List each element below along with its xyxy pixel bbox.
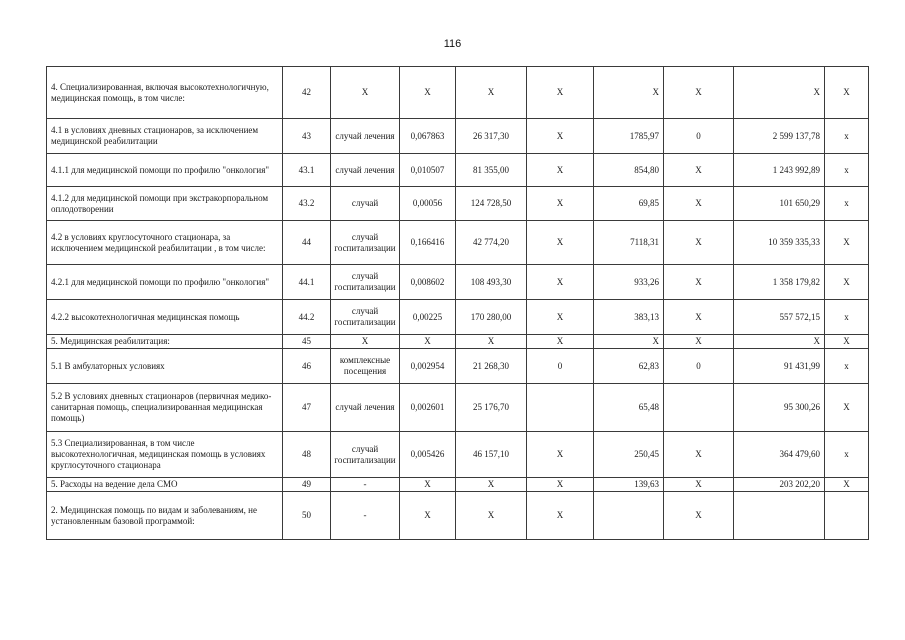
cell-col9: x [825,349,869,384]
table-row [47,384,869,432]
cell-name: 4. Специализированная, включая высокотехнологичную, медицинская помощь, в том числе: [47,67,283,119]
cell-col5: X [527,265,594,300]
cell-col8 [734,492,825,540]
cell-col7: X [664,492,734,540]
cell-col5: X [527,67,594,119]
cell-col6: X [594,335,664,349]
cell-col7: 0 [664,349,734,384]
cell-unit: случай госпитализации [331,265,400,300]
cell-col5: X [527,492,594,540]
cell-cost: 46 157,10 [456,432,527,478]
cell-cost: 21 268,30 [456,349,527,384]
table-body [47,67,869,540]
cell-row-code: 43.2 [283,187,331,221]
cell-cost: 26 317,30 [456,119,527,154]
cell-unit: случай госпитализации [331,221,400,265]
cell-norm: 0,00225 [400,300,456,335]
cell-col7: X [664,335,734,349]
cell-col6: 69,85 [594,187,664,221]
cell-col6: X [594,67,664,119]
cell-name: 4.1.1 для медицинской помощи по профилю "онкология" [47,154,283,187]
cell-col9: X [825,335,869,349]
cell-col8: 1 243 992,89 [734,154,825,187]
cell-col8: 101 650,29 [734,187,825,221]
cell-norm: 0,008602 [400,265,456,300]
cell-name: 4.1 в условиях дневных стационаров, за исключением медицинской реабилитации [47,119,283,154]
cell-norm: 0,002601 [400,384,456,432]
cell-unit: - [331,478,400,492]
cell-col8: 364 479,60 [734,432,825,478]
cell-cost: X [456,478,527,492]
cell-col6: 139,63 [594,478,664,492]
table-row [47,119,869,154]
cell-col6: 62,83 [594,349,664,384]
cell-col7: X [664,478,734,492]
cell-col8: 10 359 335,33 [734,221,825,265]
page-number: 116 [443,38,462,50]
cell-row-code: 42 [283,67,331,119]
cell-col8: 91 431,99 [734,349,825,384]
table-row [47,265,869,300]
cell-name: 5. Медицинская реабилитация: [47,335,283,349]
cell-col9: X [825,67,869,119]
cell-row-code: 43 [283,119,331,154]
cell-unit: комплексные посещения [331,349,400,384]
cell-col7: X [664,187,734,221]
cell-col5: X [527,300,594,335]
cell-col9: X [825,478,869,492]
cell-cost: X [456,492,527,540]
cell-cost: 25 176,70 [456,384,527,432]
table-row [47,432,869,478]
cell-cost: 42 774,20 [456,221,527,265]
cell-unit: случай госпитализации [331,432,400,478]
cell-col6: 7118,31 [594,221,664,265]
cell-col6: 65,48 [594,384,664,432]
cell-row-code: 48 [283,432,331,478]
cell-col9: X [825,265,869,300]
table-row [47,300,869,335]
cell-col5: X [527,187,594,221]
cell-row-code: 45 [283,335,331,349]
cell-col7 [664,384,734,432]
cell-col9: x [825,119,869,154]
cell-name: 2. Медицинская помощь по видам и заболеваниям, не установленным базовой программой: [47,492,283,540]
table-row [47,154,869,187]
cell-col9: x [825,300,869,335]
cell-unit: случай лечения [331,119,400,154]
cell-row-code: 47 [283,384,331,432]
cell-unit: случай госпитализации [331,300,400,335]
table-row [47,478,869,492]
cell-col6: 250,45 [594,432,664,478]
cell-cost: 124 728,50 [456,187,527,221]
table-row [47,335,869,349]
cell-norm: 0,00056 [400,187,456,221]
cell-col5: X [527,335,594,349]
cell-col9: x [825,432,869,478]
cell-col8: X [734,335,825,349]
cell-col6 [594,492,664,540]
cell-norm: 0,067863 [400,119,456,154]
cell-name: 5.2 В условиях дневных стационаров (первичная медико-санитарная помощь, специализированная медицинская помощь) [47,384,283,432]
table-row [47,349,869,384]
cell-row-code: 49 [283,478,331,492]
cell-row-code: 43.1 [283,154,331,187]
cell-cost: 81 355,00 [456,154,527,187]
cell-cost: X [456,335,527,349]
cell-col8: 2 599 137,78 [734,119,825,154]
cell-col9: x [825,154,869,187]
cell-col6: 1785,97 [594,119,664,154]
cell-col5 [527,384,594,432]
cell-name: 4.2 в условиях круглосуточного стационара, за исключением медицинской реабилитации , в том числе: [47,221,283,265]
table-row [47,187,869,221]
cell-row-code: 44 [283,221,331,265]
cell-name: 5. Расходы на ведение дела СМО [47,478,283,492]
cell-name: 4.1.2 для медицинской помощи при экстракорпоральном оплодотворении [47,187,283,221]
cell-col5: 0 [527,349,594,384]
cell-col9: X [825,221,869,265]
table-row [47,67,869,119]
data-table [46,66,869,540]
cell-cost: X [456,67,527,119]
cell-norm: 0,010507 [400,154,456,187]
cell-col9 [825,492,869,540]
cell-norm: X [400,67,456,119]
cell-col8: 1 358 179,82 [734,265,825,300]
cell-row-code: 50 [283,492,331,540]
cell-norm: X [400,492,456,540]
cell-col5: X [527,432,594,478]
cell-unit: случай лечения [331,384,400,432]
cell-col5: X [527,154,594,187]
cell-col6: 933,26 [594,265,664,300]
cell-name: 4.2.1 для медицинской помощи по профилю "онкология" [47,265,283,300]
cell-col5: X [527,119,594,154]
cell-name: 4.2.2 высокотехнологичная медицинская помощь [47,300,283,335]
cell-col7: X [664,300,734,335]
cell-cost: 170 280,00 [456,300,527,335]
cell-col8: 557 572,15 [734,300,825,335]
cell-col7: X [664,221,734,265]
cell-col7: X [664,154,734,187]
cell-col8: 95 300,26 [734,384,825,432]
cell-col6: 383,13 [594,300,664,335]
cell-name: 5.3 Специализированная, в том числе высокотехнологичная, медицинская помощь в условиях круглосуточного стационара [47,432,283,478]
cell-norm: 0,002954 [400,349,456,384]
cell-unit: X [331,67,400,119]
cell-unit: случай лечения [331,154,400,187]
cell-col7: X [664,265,734,300]
cell-col5: X [527,478,594,492]
table-row [47,492,869,540]
cell-col7: X [664,67,734,119]
cell-row-code: 44.2 [283,300,331,335]
cell-col8: 203 202,20 [734,478,825,492]
cell-row-code: 46 [283,349,331,384]
cell-col7: 0 [664,119,734,154]
cell-row-code: 44.1 [283,265,331,300]
cell-norm: 0,005426 [400,432,456,478]
cell-col6: 854,80 [594,154,664,187]
cell-col9: X [825,384,869,432]
cell-col8: X [734,67,825,119]
cell-name: 5.1 В амбулаторных условиях [47,349,283,384]
cell-norm: 0,166416 [400,221,456,265]
cell-unit: X [331,335,400,349]
cell-col7: X [664,432,734,478]
table-row [47,221,869,265]
cell-norm: X [400,335,456,349]
cell-norm: X [400,478,456,492]
cell-col5: X [527,221,594,265]
cell-unit: - [331,492,400,540]
cell-unit: случай [331,187,400,221]
cell-col9: x [825,187,869,221]
cell-cost: 108 493,30 [456,265,527,300]
